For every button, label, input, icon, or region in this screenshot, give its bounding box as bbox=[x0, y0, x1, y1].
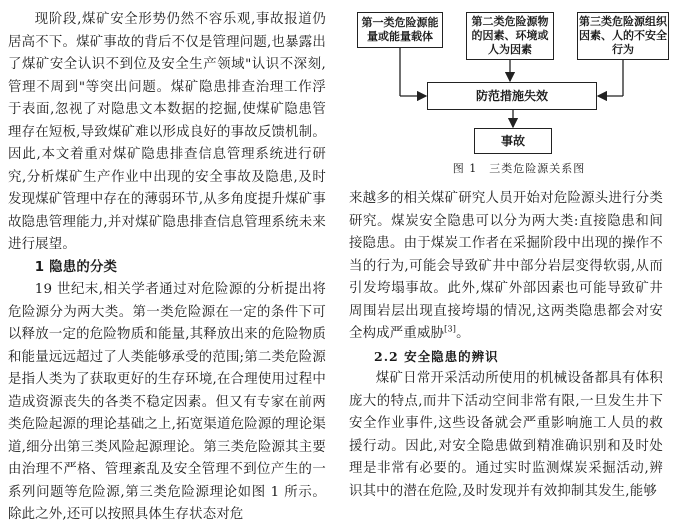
section-1-paragraph: 19 世纪末,相关学者通过对危险源的分析提出将危险源分为两大类。第一类危险源在一定的条件下可以释放一定的危险物质和能量,其释放出来的危险物质和能量远远超过了人类能够承受的范围;第二类危险源是指人类为了获取更好的生存环境,在合理使用过程中造成资源丧失的各类不稳定因素。但又有专家在前两类危险起源的理论基础之上,拓宽渠道危险源的理论渠道,细分出第三类风险起源理论。第三类危险源其主要由治理不严格、管理紊乱及安全管理不到位产生的一系列问题等危险源,第三类危险源理论如图 1 所示。除此之外,还可以按照具体生存状态对危 bbox=[8, 282, 326, 522]
hazard-type-1-box: 第一类危险源能量或能量载体 bbox=[357, 12, 443, 48]
right-continued-paragraph bbox=[349, 188, 663, 346]
accident-box: 事故 bbox=[474, 128, 552, 154]
hazard-type-2-box: 第二类危险源物的因素、环境或人为因素 bbox=[466, 12, 554, 60]
section-2-2-paragraph: 煤矿日常开采活动所使用的机械设备都具有体积庞大的特点,而井下活动空间非常有限,一旦发生井下安全作业事件,这些设备就会严重影响施工人员的救援行动。因此,对安全隐患做到精准确识别和及时处理是非常有必要的。通过实时监测煤炭采掘活动,辨识其中的潜在危险,及时发现并有效抑制其发生,能够 bbox=[349, 371, 663, 499]
left-column bbox=[8, 9, 326, 527]
section-heading-1: 1 隐患的分类 bbox=[34, 259, 118, 275]
right-paragraph-text: 来越多的相关煤矿研究人员开始对危险源头进行分类研究。煤炭安全隐患可以分为两大类:直接隐患和间接隐患。由于煤炭工作者在采掘阶段中出现的操作不当的行为,可能会导致矿井中部分岩层变得软弱,从而引发垮塌事故。此外,煤矿外部因素也可能导致矿井周围岩层出现直接垮塌的情况,这两类隐患都会对安全构成严重威胁 bbox=[349, 191, 663, 341]
section-heading-2-2: 2.2 安全隐患的辨识 bbox=[374, 348, 499, 364]
hazard-type-3-box: 第三类危险源组织因素、人的不安全行为 bbox=[577, 12, 669, 60]
measure-failure-box: 防范措施失效 bbox=[427, 82, 597, 110]
reference-mark: [3] bbox=[444, 324, 457, 334]
figure-1 bbox=[349, 0, 689, 185]
right-column bbox=[349, 188, 663, 503]
right-paragraph-end: 。 bbox=[456, 326, 470, 341]
figure-caption: 图 1 三类危险源关系图 bbox=[452, 162, 586, 175]
intro-paragraph: 现阶段,煤矿安全形势仍然不容乐观,事故报道仍居高不下。煤矿事故的背后不仅是管理问题,也暴露出了煤矿安全认识不到位及安全生产领域"认识不深刻,管理不周到"等突出问题。煤矿隐患排查治理工作浮于表面,忽视了对隐患文本数据的挖掘,使煤矿隐患管理存在短板,导致煤矿难以形成良好的事故反馈机制。因此,本文着重对煤矿隐患排查信息管理系统进行研究,分析煤矿生产作业中出现的安全事故及隐患,及时发现煤矿管理中存在的薄弱环节,从多角度提升煤矿事故隐患管理能力,并对煤矿隐患排查信息管理系统未来进行展望。 bbox=[8, 12, 326, 252]
